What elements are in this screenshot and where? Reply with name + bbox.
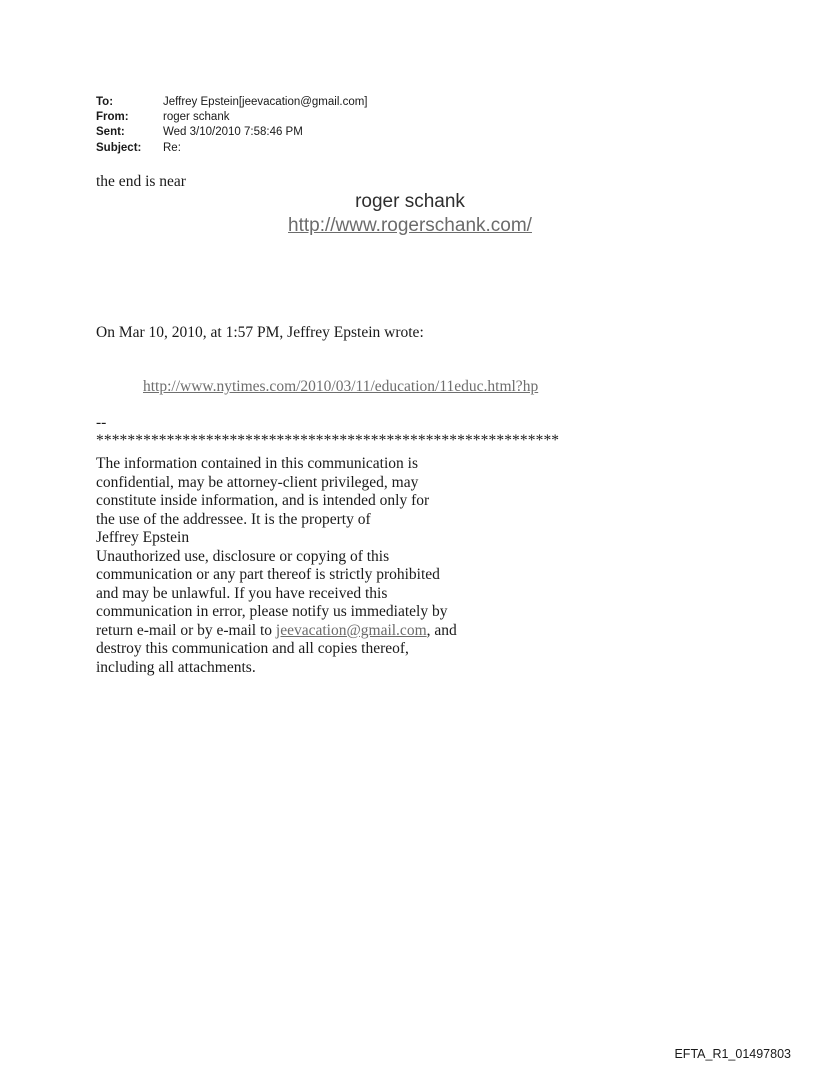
header-value-sent: Wed 3/10/2010 7:58:46 PM (163, 126, 303, 139)
signature-name: roger schank (355, 191, 465, 212)
header-field-from (96, 110, 368, 125)
bates-number: EFTA_R1_01497803 (674, 1047, 791, 1061)
disclaimer-email-suffix: , and (426, 621, 457, 639)
asterisk-divider: *********************************************************** (96, 432, 560, 449)
disclaimer-line: The information contained in this communication is (96, 455, 418, 472)
header-field-sent (96, 125, 368, 140)
signature-url-link[interactable]: http://www.rogerschank.com/ (288, 215, 532, 236)
header-value-from: roger schank (163, 111, 230, 124)
quoted-article-link[interactable]: http://www.nytimes.com/2010/03/11/education/11educ.html?hp (143, 378, 539, 395)
disclaimer-line: destroy this communication and all copies thereof, (96, 640, 409, 657)
header-label-sent: Sent: (96, 126, 125, 139)
signature-separator-dashes: -- (96, 414, 107, 431)
disclaimer-email-link[interactable]: jeevacation@gmail.com (275, 621, 427, 639)
header-value-to: Jeffrey Epstein[jeevacation@gmail.com] (163, 96, 368, 108)
email-header (96, 95, 368, 156)
disclaimer-email-prefix: return e-mail or by e-mail to (96, 621, 276, 639)
disclaimer-line: communication or any part thereof is strictly prohibited (96, 566, 440, 583)
email-body-message: the end is near (96, 173, 186, 190)
quote-attribution: On Mar 10, 2010, at 1:57 PM, Jeffrey Epstein wrote: (96, 324, 424, 341)
header-field-subject (96, 141, 368, 156)
header-field-to (96, 95, 368, 110)
disclaimer-line: constitute inside information, and is intended only for (96, 492, 430, 509)
signature-block (0, 190, 816, 238)
disclaimer-line: communication in error, please notify us immediately by (96, 603, 448, 620)
header-label-from: From: (96, 111, 129, 124)
header-label-subject: Subject: (96, 141, 142, 154)
disclaimer-line: Jeffrey Epstein (96, 529, 190, 546)
confidentiality-disclaimer (96, 414, 559, 677)
disclaimer-line: Unauthorized use, disclosure or copying of this (96, 547, 390, 565)
header-label-to: To: (96, 96, 114, 108)
header-value-subject: Re: (163, 141, 181, 154)
disclaimer-line: the use of the addressee. It is the property of (96, 510, 371, 528)
disclaimer-line: and may be unlawful. If you have received this (96, 584, 388, 602)
disclaimer-line: confidential, may be attorney-client privileged, may (96, 473, 419, 491)
disclaimer-line: including all attachments. (96, 658, 256, 676)
disclaimer-line-with-email (96, 622, 559, 641)
